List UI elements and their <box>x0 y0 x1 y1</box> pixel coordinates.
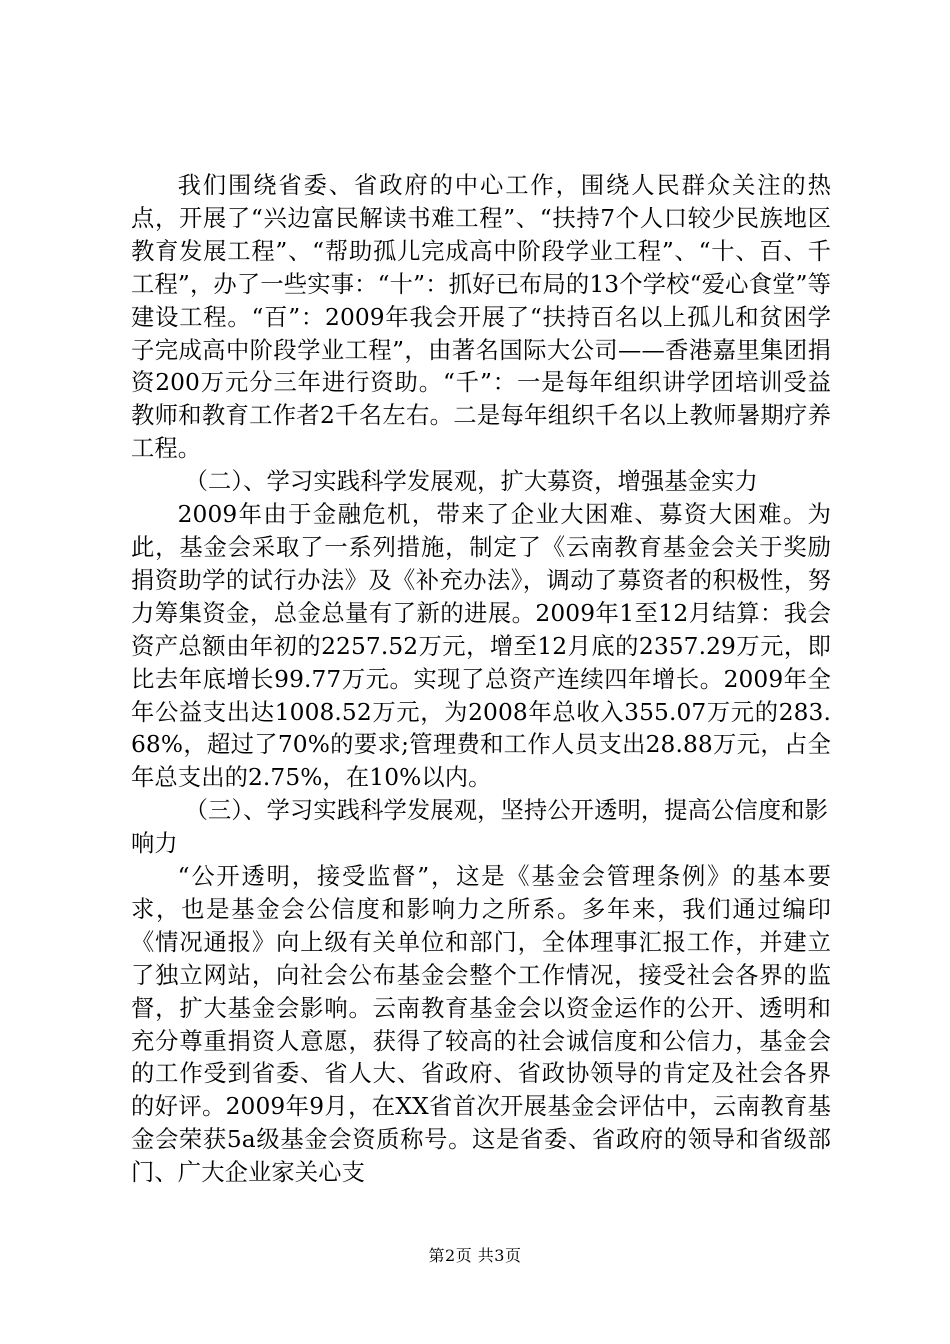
paragraph-1: 我们围绕省委、省政府的中心工作，围绕人民群众关注的热点，开展了“兴边富民解读书难工程”、“扶持7个人口较少民族地区教育发展工程”、“帮助孤儿完成高中阶段学业工程”、“十、百、千工程”，办了一些实事：“十”：抓好已布局的13个学校“爱心食堂”等建设工程。“百”：2009年我会开展了“扶持百名以上孤儿和贫困学子完成高中阶段学业工程”，由著名国际大公司——香港嘉里集团捐资200万元分三年进行资助。“千”：一是每年组织讲学团培训受益教师和教育工作者2千名左右。二是每年组织千名以上教师暑期疗养工程。 <box>131 172 831 463</box>
section-heading-2: （二）、学习实践科学发展观，扩大募资，增强基金实力 <box>184 468 758 496</box>
paragraph-2: 2009年由于金融危机，带来了企业大困难、募资大困难。为此，基金会采取了一系列措施，制定了《云南教育基金会关于奖励捐资助学的试行办法》及《补充办法》，调动了募资者的积极性，努力筹集资金，总金总量有了新的进展。2009年1至12月结算：我会资产总额由年初的2257.52万元，增至12月底的2357.29万元，即比去年底增长99.77万元。实现了总资产连续四年增长。2009年全年公益支出达1008.52万元，为2008年总收入355.07万元的283.68%，超过了70%的要求;管理费和工作人员支出28.88万元，占全年总支出的2.75%，在10%以内。 <box>131 501 831 792</box>
document-body <box>131 170 831 1190</box>
section-heading-3: （三）、学习实践科学发展观，坚持公开透明，提高公信度和影响力 <box>131 797 829 858</box>
page-footer: 第2页 共3页 <box>428 1246 522 1265</box>
paragraph-3: “公开透明，接受监督”，这是《基金会管理条例》的基本要求，也是基金会公信度和影响力之所系。多年来，我们通过编印《情况通报》向上级有关单位和部门，全体理事汇报工作，并建立了独立网站，向社会公布基金会整个工作情况，接受社会各界的监督，扩大基金会影响。云南教育基金会以资金运作的公开、透明和充分尊重捐资人意愿，获得了较高的社会诚信度和公信力，基金会的工作受到省委、省人大、省政府、省政协领导的肯定及社会各界的好评。2009年9月，在XX省首次开展基金会评估中，云南教育基金会荣获5a级基金会资质称号。这是省委、省政府的领导和省级部门、广大企业家关心支 <box>131 863 831 1187</box>
